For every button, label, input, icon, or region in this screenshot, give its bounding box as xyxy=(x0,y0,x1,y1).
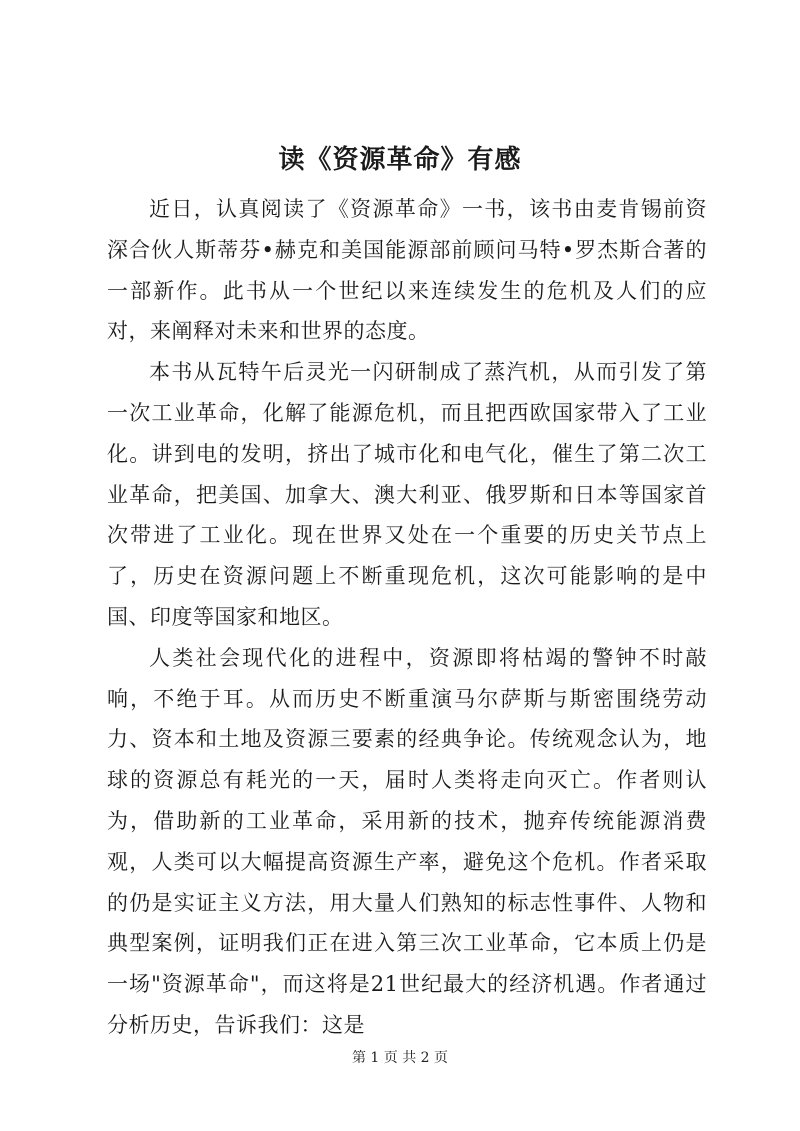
paragraph-3: 人类社会现代化的进程中，资源即将枯竭的警钟不时敲响，不绝于耳。从而历史不断重演马尔萨斯与斯密围绕劳动力、资本和土地及资源三要素的经典争论。传统观念认为，地球的资源总有耗光的一天，届时人类将走向灭亡。作者则认为，借助新的工业革命，采用新的技术，抛弃传统能源消费观，人类可以大幅提高资源生产率，避免这个危机。作者采取的仍是实证主义方法，用大量人们熟知的标志性事件、人物和典型案例，证明我们正在进入第三次工业革命，它本质上仍是一场"资源革命"，而这将是21世纪最大的经济机遇。作者通过分析历史，告诉我们：这是 xyxy=(107,645,707,1037)
document-title: 读《资源革命》有感 xyxy=(278,145,522,175)
page-number-footer: 第 1 页 共 2 页 xyxy=(351,1050,449,1066)
paragraph-2: 本书从瓦特午后灵光一闪研制成了蒸汽机，从而引发了第一次工业革命，化解了能源危机，而且把西欧国家带入了工业化。讲到电的发明，挤出了城市化和电气化，催生了第二次工业革命，把美国、加拿大、澳大利亚、俄罗斯和日本等国家首次带进了工业化。现在世界又处在一个重要的历史关节点上了，历史在资源问题上不断重现危机，这次可能影响的是中国、印度等国家和地区。 xyxy=(107,360,707,629)
document-body xyxy=(107,189,707,1046)
paragraph-1: 近日，认真阅读了《资源革命》一书，该书由麦肯锡前资深合伙人斯蒂芬•赫克和美国能源部前顾问马特•罗杰斯合著的一部新作。此书从一个世纪以来连续发生的危机及人们的应对，来阐释对未来和世界的态度。 xyxy=(107,197,707,344)
